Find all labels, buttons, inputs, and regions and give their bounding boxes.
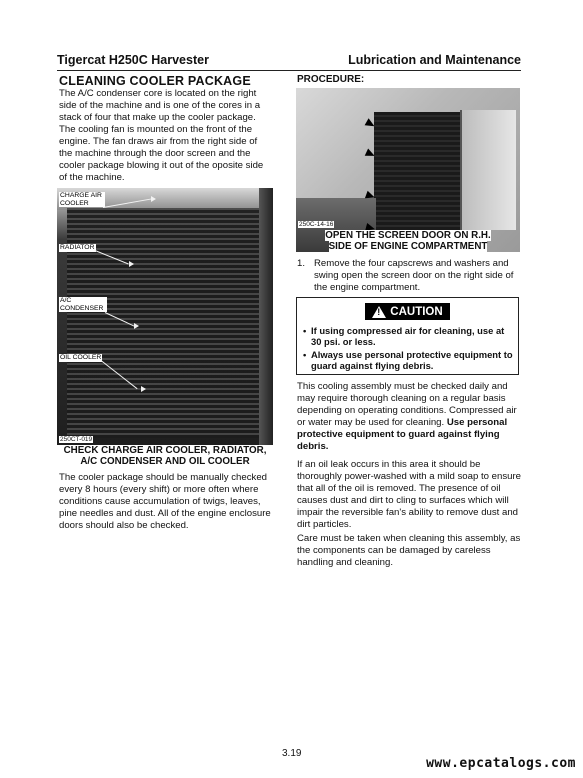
label-radiator: RADIATOR: [60, 244, 95, 251]
screen-door-photo: [296, 88, 520, 252]
caption-line: A/C CONDENSER AND OIL COOLER: [80, 456, 250, 467]
label-ac-condenser: A/C CONDENSER: [59, 297, 107, 312]
page-number: 3.19: [282, 748, 302, 759]
caption-line: CHECK CHARGE AIR COOLER, RADIATOR,: [63, 445, 267, 456]
caption-line: OPEN THE SCREEN DOOR ON R.H.: [325, 230, 491, 241]
document-header-title: Tigercat H250C Harvester: [57, 53, 209, 67]
ppe-warning-text: Use personal protective equipment to guard against flying debris.: [297, 417, 508, 452]
caution-list: [303, 325, 515, 373]
caution-box: [296, 297, 519, 375]
arrow-head-icon: [141, 386, 146, 392]
daily-check-paragraph: This cooling assembly must be checked daily and may require thorough cleaning on a regular basis depending on operating conditions. Compressed air or water may be used for cleaning. Use personal protective equipment to guard against flying debris.: [297, 381, 517, 452]
step-number: 1.: [297, 258, 306, 269]
screen-door: [460, 110, 516, 230]
arrow-head-icon: [129, 261, 134, 267]
cooler-package-photo: [57, 188, 273, 445]
cooler-grille: [67, 208, 263, 438]
figure-id: 250C-14-16: [299, 221, 334, 228]
bullet-icon: •: [303, 349, 307, 360]
intro-paragraph: The A/C condenser core is located on the right side of the machine and is one of the cores in a stack of four that make up the cooler package. The cooling fan is mounted on the front of the engine. The fan draws air from the right side of the machine through the door screen and the cooler package blowing it out of the oposite side of the machine.: [59, 88, 264, 183]
label-oil-cooler: OIL COOLER: [60, 354, 102, 361]
document-header-section: Lubrication and Maintenance: [348, 53, 521, 67]
figure-id: 250CT-019: [60, 436, 93, 443]
header-divider: [57, 70, 521, 71]
photo-frame-edge: [259, 188, 273, 445]
figure-caption-right: [296, 230, 520, 252]
arrow-head-icon: [134, 323, 139, 329]
caution-badge: [365, 303, 450, 320]
caption-line: SIDE OF ENGINE COMPARTMENT: [328, 241, 488, 252]
care-paragraph: Care must be taken when cleaning this assembly, as the components can be damaged by careless handling and cleaning.: [297, 533, 521, 568]
oil-leak-paragraph: If an oil leak occurs in this area it should be thoroughly power-washed with a mild soap to ensure that all of the oil is removed. The presence of oil causes dust and dirt to cling to surfaces which will impair the reversible fan's ability to remove dust and dirt particles.: [297, 459, 521, 530]
figure-caption-left: [57, 445, 273, 467]
label-charge-air-cooler: CHARGE AIR COOLER: [59, 192, 105, 207]
section-title: CLEANING COOLER PACKAGE: [59, 74, 251, 88]
step-text: Remove the four capscrews and washers and swing open the screen door on the right side of the engine compartment.: [314, 258, 514, 293]
arrow-head-icon: [151, 196, 156, 202]
watermark: www.epcatalogs.com: [426, 756, 576, 771]
procedure-title: PROCEDURE:: [297, 74, 365, 85]
caution-item: • Always use personal protective equipment to guard against flying debris.: [303, 349, 513, 371]
inspection-paragraph: The cooler package should be manually checked every 8 hours (every shift) or more often where conditions cause accumulation of twigs, leaves, pine needles and dust. All of the engine enclosure doors should also be checked.: [59, 472, 271, 531]
cooler-panel: [374, 112, 460, 230]
warning-triangle-icon: [372, 306, 386, 318]
caution-label: CAUTION: [390, 305, 443, 318]
bullet-icon: •: [303, 325, 307, 336]
caution-item: • If using compressed air for cleaning, use at 30 psi. or less.: [303, 325, 505, 347]
